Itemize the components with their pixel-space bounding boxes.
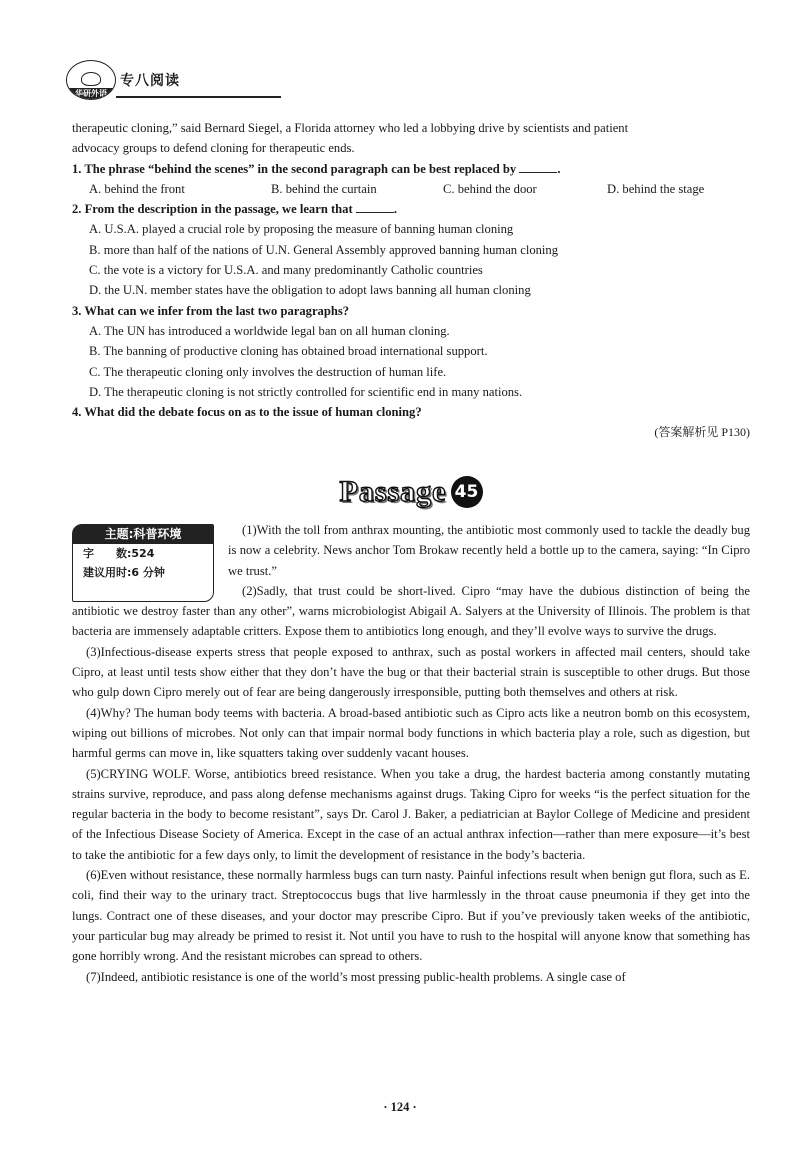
q1-option-b: B. behind the curtain <box>271 181 377 196</box>
header-rule <box>116 96 281 98</box>
answer-reference: (答案解析见 P130) <box>654 425 750 440</box>
q2-option-b: B. more than half of the nations of U.N. General Assembly approved banning human cloning <box>89 242 559 257</box>
logo-mascot-icon <box>81 72 101 86</box>
q2-option-c: C. the vote is a victory for U.S.A. and many predominantly Catholic countries <box>89 263 483 278</box>
q3-option-c: C. The therapeutic cloning only involves the destruction of human life. <box>89 364 447 379</box>
page-header <box>66 60 726 100</box>
paragraph-4: (4)Why? The human body teems with bacteria. A broad-based antibiotic such as Cipro acts like a neutron bomb on this ecosystem, wiping out billions of microbes. Not only can that impair normal body functions in which bacteria play a role, such as digestion, but harmful germs can move in, like squatters taking over suddenly vacant houses. <box>72 705 750 761</box>
q2-option-d: D. the U.N. member states have the obligation to adopt laws banning all human cloning <box>89 283 531 298</box>
question-1: 1. The phrase “behind the scenes” in the second paragraph can be best replaced by . <box>72 161 561 176</box>
series-title: 专八阅读 <box>120 73 180 89</box>
q3-option-b: B. The banning of productive cloning has obtained broad international support. <box>89 344 488 359</box>
paragraph-5: (5)CRYING WOLF. Worse, antibiotics breed resistance. When you take a drug, the hardest bacteria among constantly mutating strains survive, reproduce, and pass along defense mechanisms against drugs. Taking Cipro for weeks “is the perfect situation for the regular bacteria in the body to become resistant”, says Dr. Carol J. Baker, a pediatrician at Baylor College of Medicine and president of the Infectious Disease Society of America. Except in the case of an actual anthrax infection—rather than mere exposure—it’s best to take the antibiotic for a few days only, to limit the development of resistance in the body’s bacteria. <box>72 766 750 862</box>
passage-title: Passage <box>339 474 447 508</box>
passage-body <box>72 520 750 987</box>
paragraph-6: (6)Even without resistance, these normally harmless bugs can turn nasty. Painful infections result when benign gut flora, such as E. coli, find their way to the urinary tract. Streptococcus bugs that live harmlessly in the throat cause pneumonia if they get into the lungs. Contract one of these diseases, and your doctor may prescribe Cipro. But if you’ve previously taken weeks of the antibiotic, your particular bug may already be primed to resist it. Not until you have to rush to the hospital will anyone know that something has gone horribly wrong. And the resistant microbes can spread to others. <box>72 868 750 964</box>
question-2: 2. From the description in the passage, we learn that . <box>72 202 397 217</box>
q1-option-a: A. behind the front <box>89 181 185 196</box>
paragraph-1: (1)With the toll from anthrax mounting, the antibiotic most commonly used to tackle the deadly bug is now a celebrity. News anchor Tom Brokaw recently held a bottle up to the camera, saying: “In Cipro we trust.” <box>228 523 750 578</box>
page-content <box>72 118 750 984</box>
logo-text: 华研外语 <box>67 88 115 99</box>
info-topic: 主题:科普环境 <box>73 525 213 544</box>
info-word-count: 字 数:524 <box>83 547 155 560</box>
question-3: 3. What can we infer from the last two paragraphs? <box>72 303 350 318</box>
intro-line-1: therapeutic cloning,” said Bernard Siegel, a Florida attorney who led a lobbying drive by scientists and patient <box>72 121 629 135</box>
question-1-stem: 1. The phrase “behind the scenes” in the second paragraph can be best replaced by <box>72 161 517 176</box>
q1-option-c: C. behind the door <box>443 181 537 196</box>
answer-blank <box>356 200 394 213</box>
question-4: 4. What did the debate focus on as to the issue of human cloning? <box>72 405 422 420</box>
info-suggested-time: 建议用时:6 分钟 <box>83 566 165 579</box>
q3-option-a: A. The UN has introduced a worldwide legal ban on all human cloning. <box>89 323 450 338</box>
intro-line-2: advocacy groups to defend cloning for therapeutic ends. <box>72 141 355 156</box>
paragraph-7: (7)Indeed, antibiotic resistance is one of the world’s most pressing public-health problems. A single case of <box>86 969 626 984</box>
publisher-logo <box>66 60 116 100</box>
passage-banner <box>72 470 750 514</box>
paragraph-3: (3)Infectious-disease experts stress that people exposed to anthrax, such as postal workers in affected mail centers, should take Cipro, at least until tests show either that they don’t have the bug or that their bacterial strain is susceptible to other drugs. But those who gulp down Cipro merely out of fear are being dangerously irresponsible, putting both themselves and others at risk. <box>72 644 750 700</box>
q1-option-d: D. behind the stage <box>607 181 705 196</box>
passage-number: 45 <box>451 476 483 508</box>
answer-blank <box>519 160 557 173</box>
paragraph-2: (2)Sadly, that trust could be short-lived. Cipro “may have the dubious distinction of being the antibiotic we destroy faster than any other”, warns microbiologist Abigail A. Salyers at the University of Illinois. The problem is that bacteria are immensely adaptable critters. Expose them to antibiotics long enough, and they’ll evolve ways to survive the drugs. <box>72 583 750 639</box>
question-1-options <box>89 179 750 199</box>
page-number: · 124 · <box>383 1100 417 1114</box>
q3-option-d: D. The therapeutic cloning is not strictly controlled for scientific end in many nations. <box>89 384 523 399</box>
q2-option-a: A. U.S.A. played a crucial role by proposing the measure of banning human cloning <box>89 222 514 237</box>
question-2-stem: 2. From the description in the passage, we learn that <box>72 202 353 217</box>
